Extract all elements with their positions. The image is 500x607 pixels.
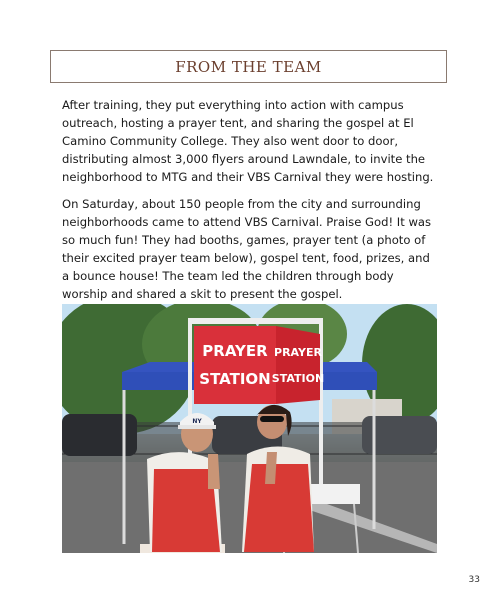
section-title: FROM THE TEAM: [175, 57, 322, 76]
page-number: 33: [468, 575, 480, 585]
sign-front-line-2: STATION: [199, 370, 271, 388]
prayer-team-photo-illustration: [62, 304, 437, 553]
section-header: [50, 50, 447, 83]
cap-logo: NY: [192, 418, 202, 425]
body-paragraph-1: After training, they put everything into action with campus outreach, hosting a prayer tent, and sharing the gospel at El Camino Community College. They also went door to door, distributing almost 3,000 flyers around Lawndale, to invite the neighborhood to MTG and their VBS Carnival they were hosting.: [62, 98, 434, 184]
sign-front-line-1: PRAYER: [202, 342, 268, 360]
prayer-team-photo: [62, 304, 437, 553]
sign-side-line-2: STATION: [271, 372, 325, 385]
body-paragraph-2: On Saturday, about 150 people from the city and surrounding neighborhoods came to attend VBS Carnival. Praise God! It was so much fun! They had booths, games, prayer tent (a photo of their excited prayer team below), gospel tent, food, prizes, and a bounce house! The team led the children through body worship and shared a skit to present the gospel.: [62, 197, 432, 301]
sign-side-line-1: PRAYER: [274, 346, 322, 359]
